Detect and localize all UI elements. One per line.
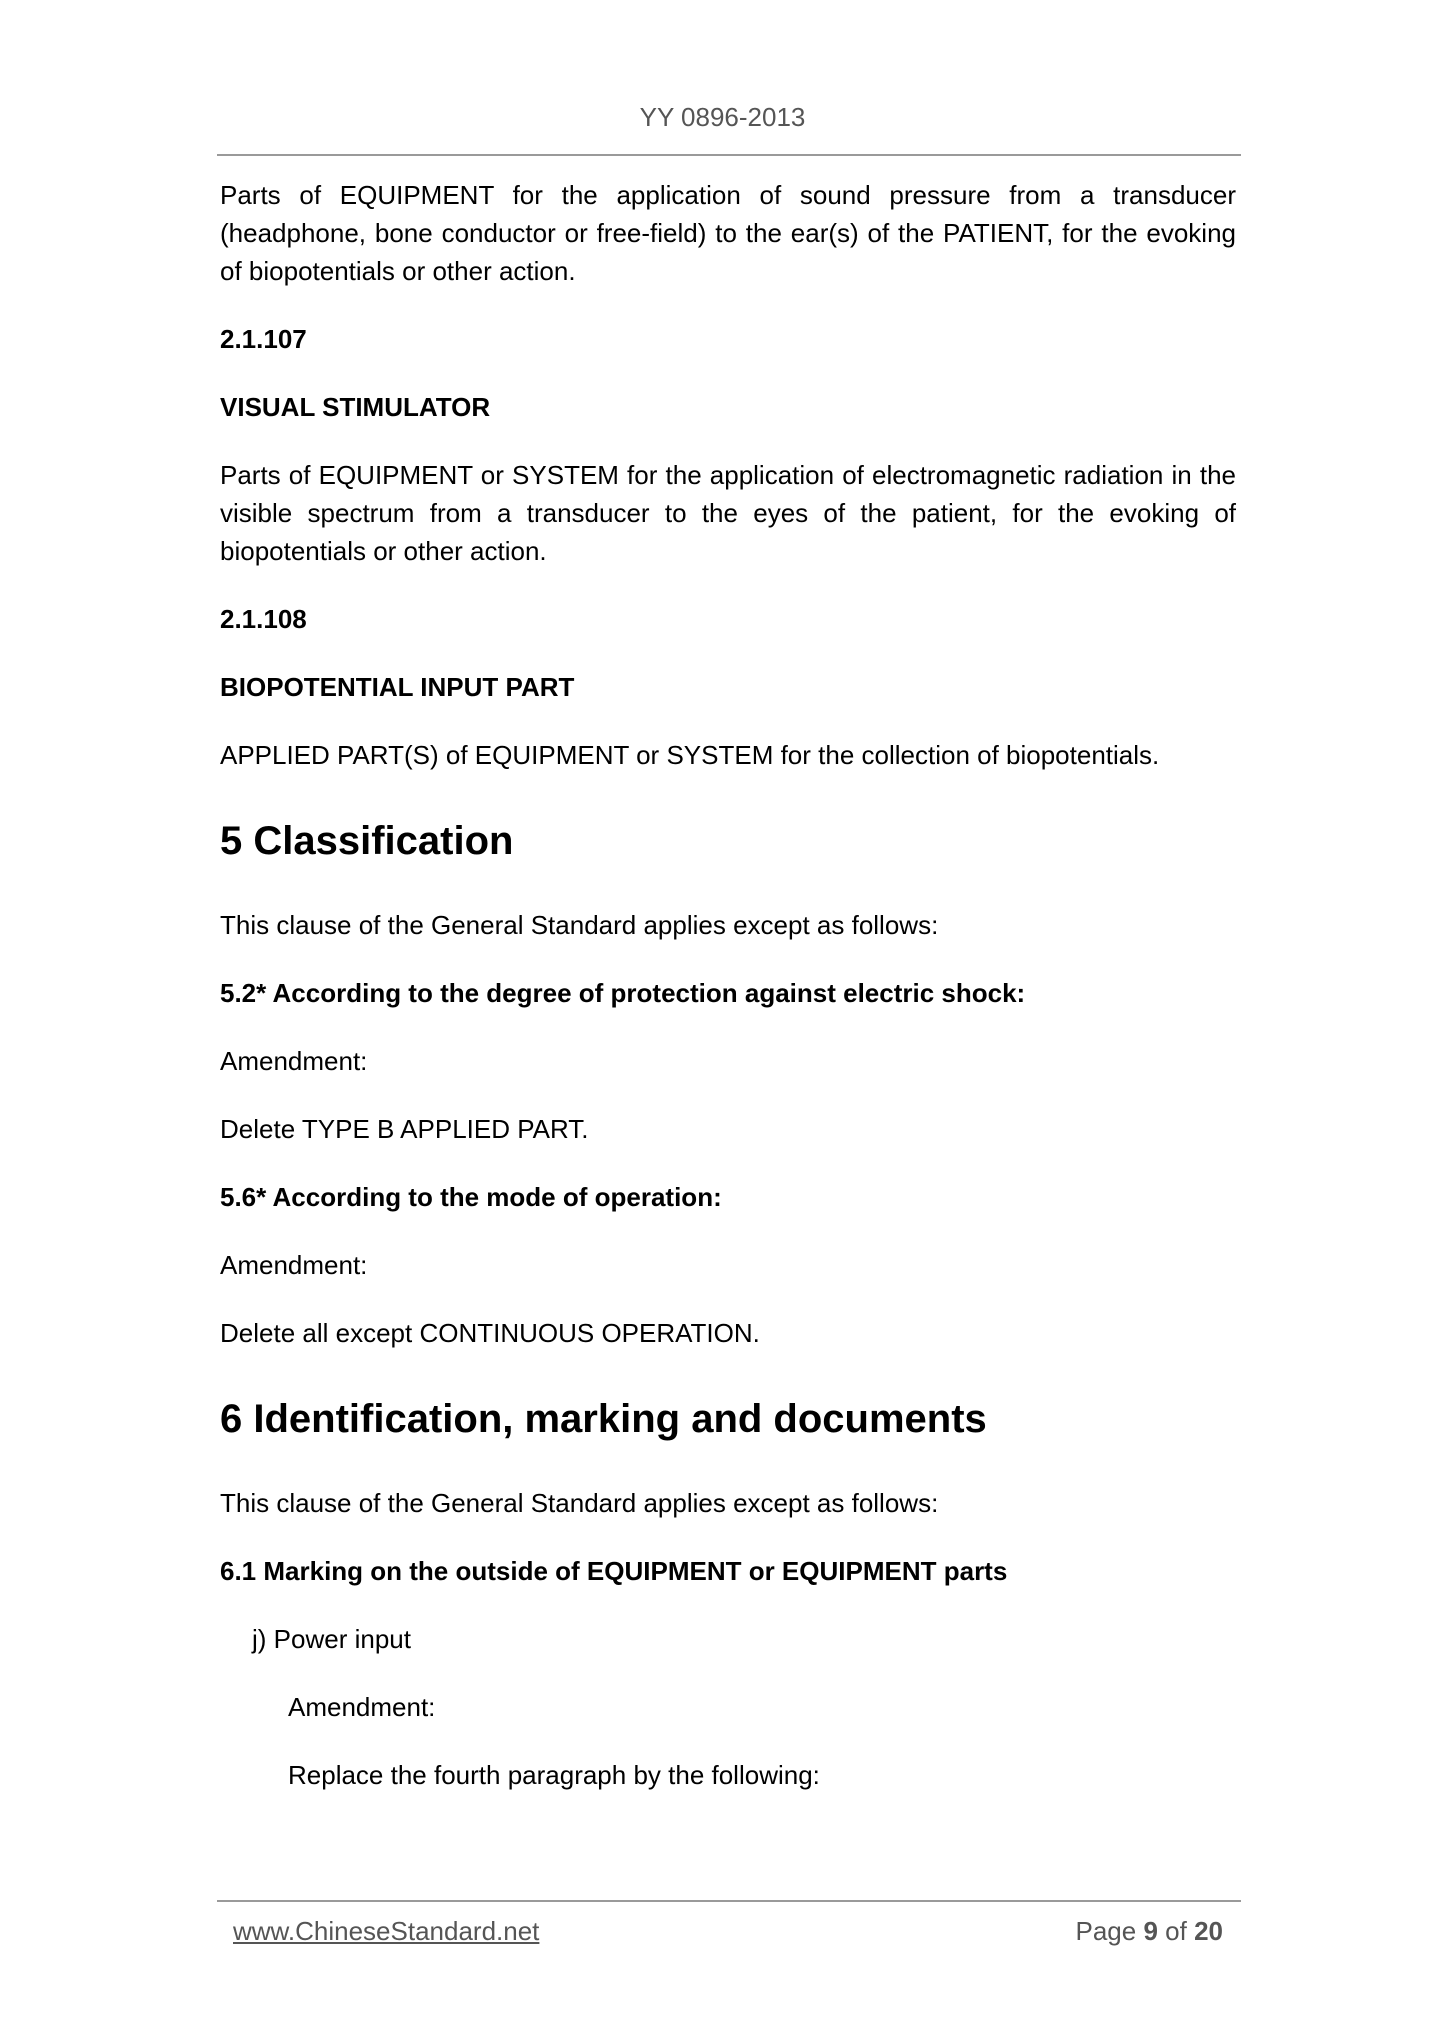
item-j-text: Replace the fourth paragraph by the following: <box>288 1760 820 1790</box>
clause-5-6-amendment-label: Amendment: <box>220 1250 368 1280</box>
item-j-power-input: j) Power input <box>252 1624 411 1654</box>
header-divider <box>217 154 1241 156</box>
page-prefix: Page <box>1075 1916 1137 1946</box>
clause-2-1-108-term: BIOPOTENTIAL INPUT PART <box>220 672 575 702</box>
clause-2-1-107-number: 2.1.107 <box>220 324 307 354</box>
header-document-id: YY 0896-2013 <box>639 102 806 132</box>
clause-5-2-text: Delete TYPE B APPLIED PART. <box>220 1114 589 1144</box>
clause-5-6-heading: 5.6* According to the mode of operation: <box>220 1182 722 1212</box>
page-total: 20 <box>1194 1916 1223 1946</box>
section-5-intro: This clause of the General Standard applies except as follows: <box>220 910 939 940</box>
section-5-heading: 5 Classification <box>220 819 514 863</box>
clause-2-1-107-term: VISUAL STIMULATOR <box>220 392 491 422</box>
document-body <box>220 176 1236 1824</box>
item-j-amendment-label: Amendment: <box>288 1692 436 1722</box>
page-of: of <box>1165 1916 1187 1946</box>
page-current: 9 <box>1143 1916 1158 1946</box>
footer-website-link[interactable]: www.ChineseStandard.net <box>233 1916 540 1946</box>
section-6-intro: This clause of the General Standard applies except as follows: <box>220 1488 939 1518</box>
clause-2-1-108-number: 2.1.108 <box>220 604 307 634</box>
clause-5-2-amendment-label: Amendment: <box>220 1046 368 1076</box>
clause-2-1-107-definition: Parts of EQUIPMENT or SYSTEM for the application of electromagnetic radiation in the visible spectrum from a transducer to the eyes of the patient, for the evoking of biopotentials or other action. <box>220 460 1236 566</box>
clause-5-6-text: Delete all except CONTINUOUS OPERATION. <box>220 1318 760 1348</box>
clause-2-1-108-definition: APPLIED PART(S) of EQUIPMENT or SYSTEM for the collection of biopotentials. <box>220 740 1160 770</box>
footer-divider <box>217 1900 1241 1902</box>
clause-5-2-heading: 5.2* According to the degree of protection against electric shock: <box>220 978 1026 1008</box>
clause-6-1-heading: 6.1 Marking on the outside of EQUIPMENT or EQUIPMENT parts <box>220 1556 1008 1586</box>
section-6-heading: 6 Identification, marking and documents <box>220 1397 987 1441</box>
auditory-stimulator-definition: Parts of EQUIPMENT for the application of sound pressure from a transducer (headphone, bone conductor or free-field) to the ear(s) of the PATIENT, for the evoking of biopotentials or other action. <box>220 180 1236 286</box>
footer-page-number <box>1075 1916 1223 1947</box>
